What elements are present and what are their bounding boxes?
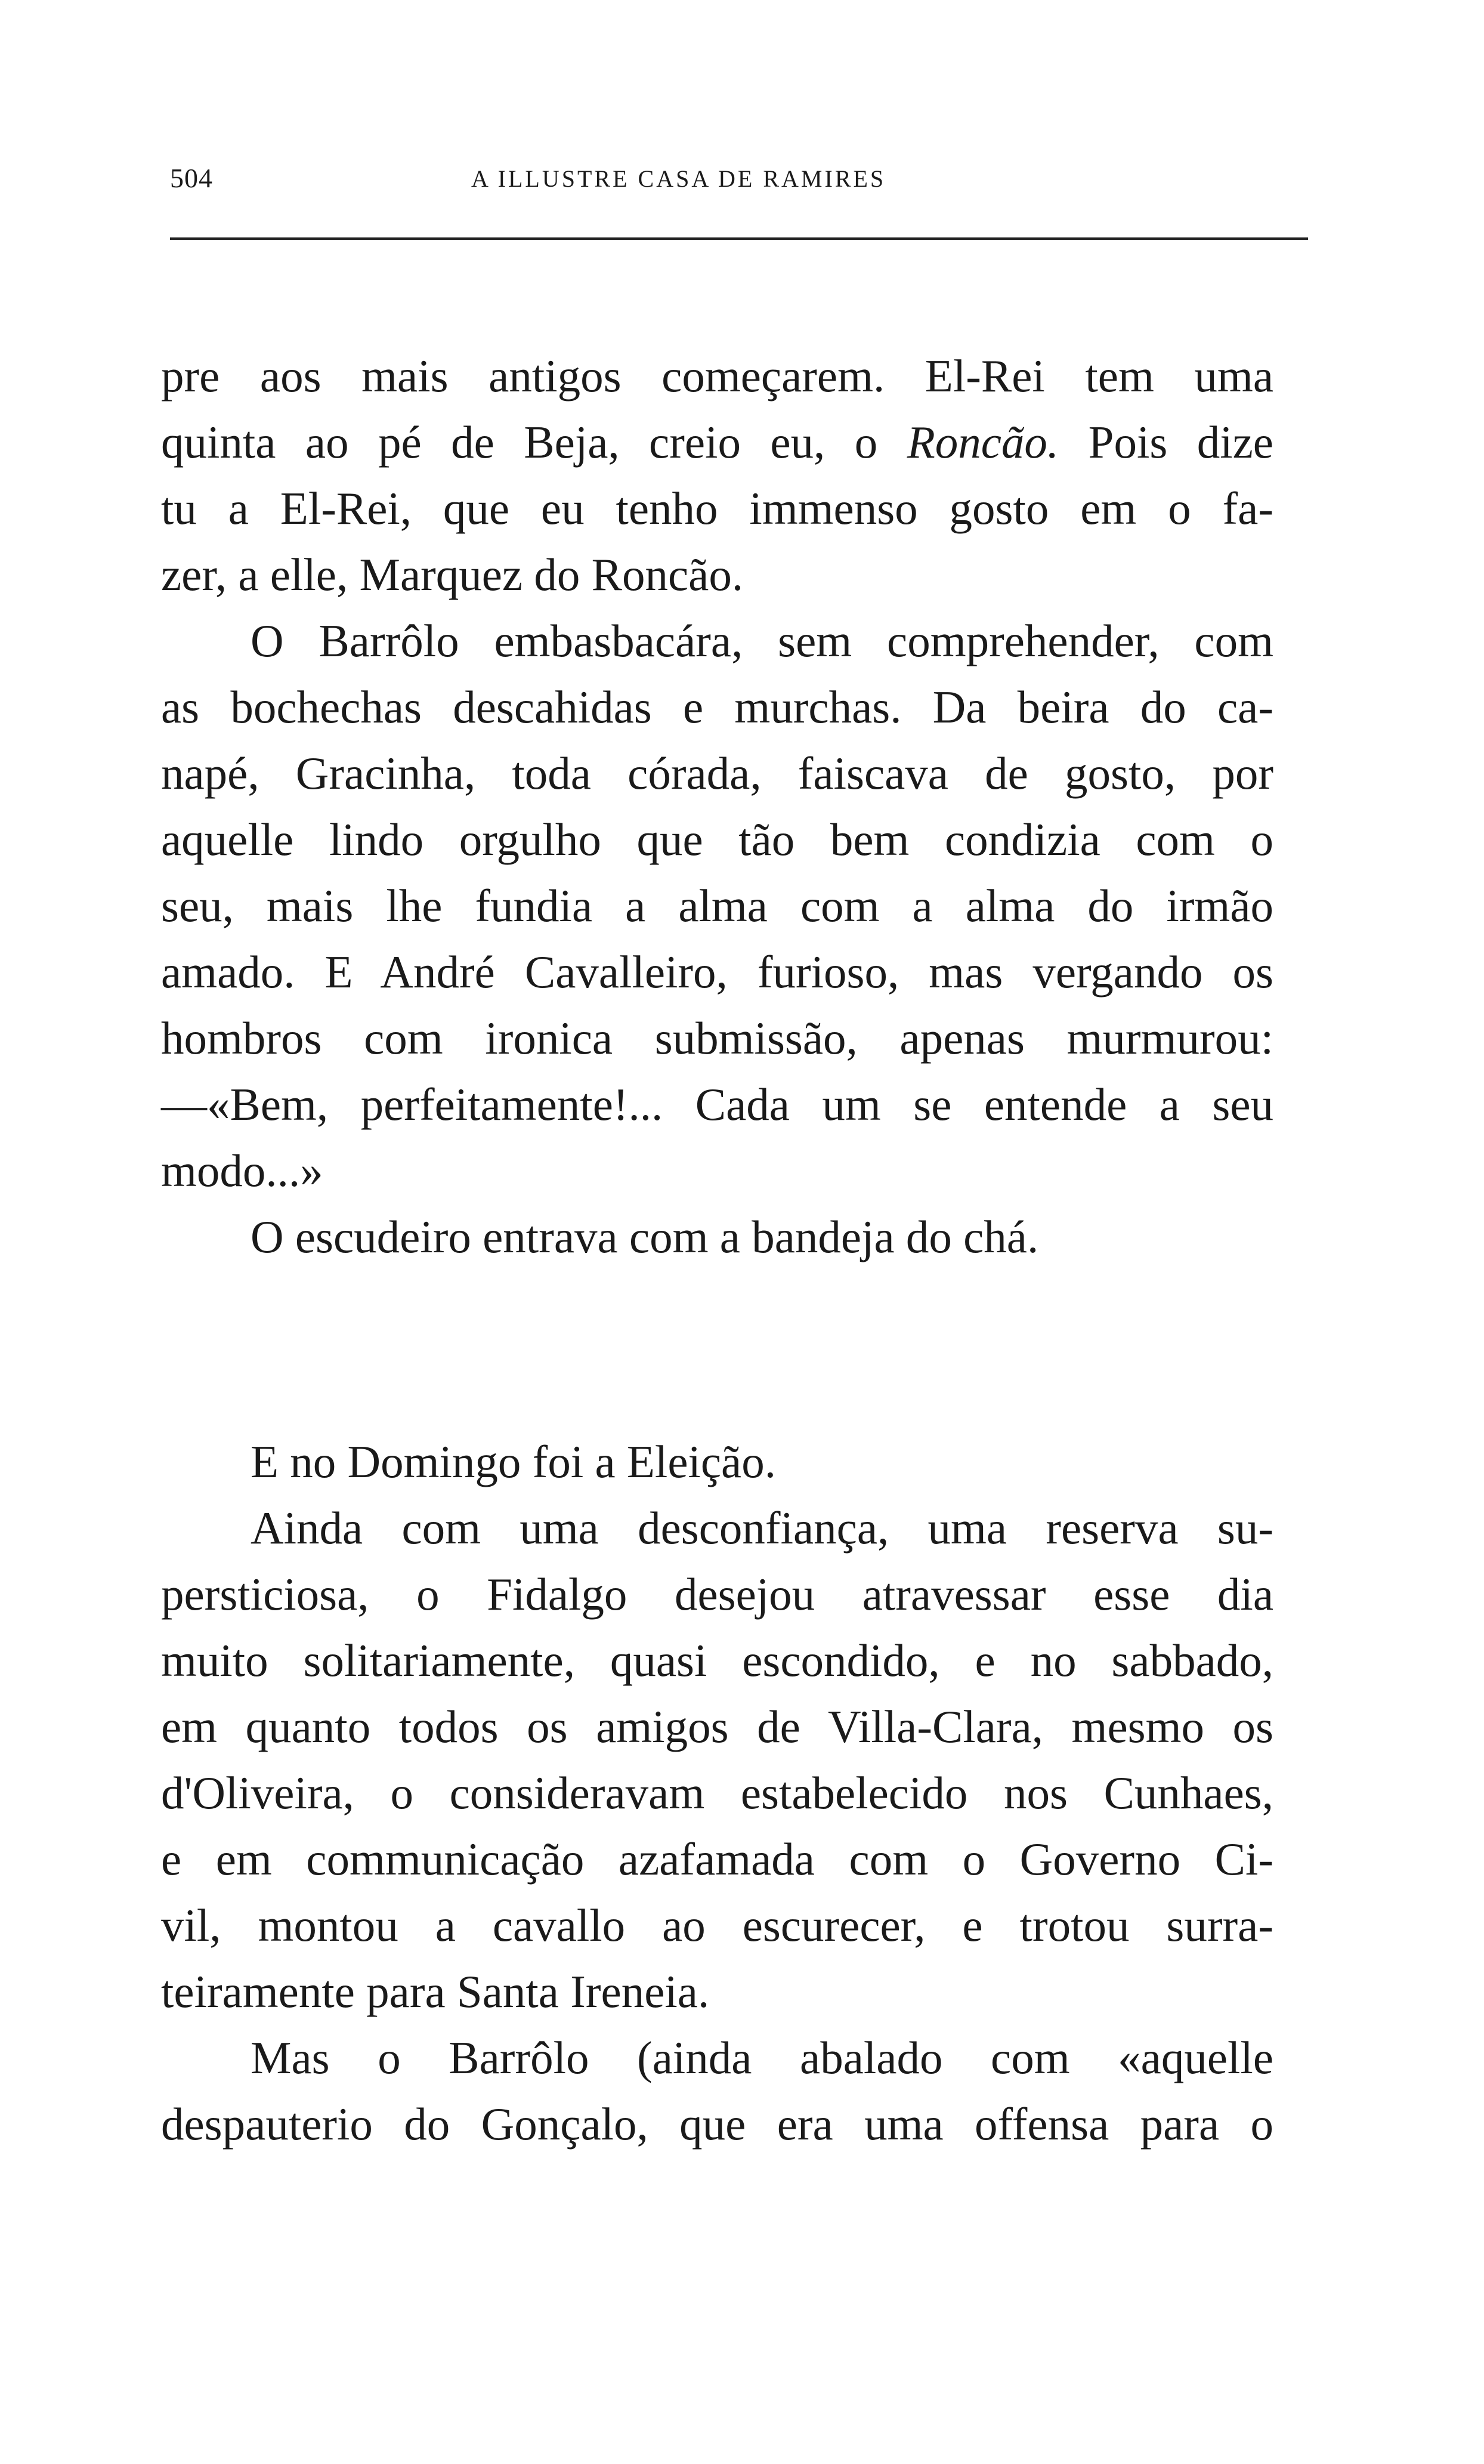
text-line: pre aos mais antigos começarem. El-Rei tem uma <box>161 350 1273 402</box>
text-line: d'Oliveira, o consideravam estabelecido nos Cunhaes, <box>161 1767 1273 1818</box>
text-line-part: quinta ao pé de Beja, creio eu, o <box>161 416 907 468</box>
text-block-1 <box>161 343 1273 1270</box>
text-line: amado. E André Cavalleiro, furioso, mas vergando os <box>161 946 1273 998</box>
text-block-2 <box>161 1429 1273 2157</box>
text-line <box>161 409 1273 475</box>
text-line: teiramente para Santa Ireneia. <box>161 1966 710 2017</box>
text-line: zer, a elle, Marquez do Roncão. <box>161 549 744 600</box>
text-line: O Barrôlo embasbacára, sem comprehender, com <box>251 615 1273 666</box>
text-line: modo...» <box>161 1145 323 1196</box>
text-line: muito solitariamente, quasi escondido, e no sabbado, <box>161 1635 1273 1686</box>
text-line: seu, mais lhe fundia a alma com a alma do irmão <box>161 880 1273 931</box>
text-line: despauterio do Gonçalo, que era uma offensa para o <box>161 2098 1273 2150</box>
text-line: —«Bem, perfeitamente!... Cada um se entende a seu <box>161 1079 1273 1130</box>
text-line: O escudeiro entrava com a bandeja do chá. <box>251 1211 1039 1262</box>
page-number: 504 <box>170 163 213 193</box>
text-line-part: Pois dize <box>1059 416 1273 468</box>
text-line: hombros com ironica submissão, apenas murmurou: <box>161 1012 1273 1064</box>
text-line: Ainda com uma desconfiança, uma reserva su- <box>251 1502 1273 1554</box>
running-title: A ILLUSTRE CASA DE RAMIRES <box>471 165 886 192</box>
text-line: persticiosa, o Fidalgo desejou atravessar esse dia <box>161 1568 1273 1620</box>
text-line: Mas o Barrôlo (ainda abalado com «aquelle <box>251 2032 1273 2083</box>
header-rule <box>170 237 1308 240</box>
text-line: napé, Gracinha, toda córada, faiscava de gosto, por <box>161 748 1273 799</box>
text-line: aquelle lindo orgulho que tão bem condizia com o <box>161 814 1273 865</box>
text-line: tu a El-Rei, que eu tenho immenso gosto em o fa- <box>161 483 1273 534</box>
text-line: as bochechas descahidas e murchas. Da beira do ca- <box>161 681 1273 733</box>
text-line: e em communicação azafamada com o Governo Ci- <box>161 1833 1273 1885</box>
italic-word: Roncão. <box>907 416 1059 468</box>
page-header <box>170 162 1303 198</box>
text-line: em quanto todos os amigos de Villa-Clara, mesmo os <box>161 1701 1273 1752</box>
text-line: E no Domingo foi a Eleição. <box>251 1436 776 1487</box>
text-line: vil, montou a cavallo ao escurecer, e trotou surra- <box>161 1900 1273 1951</box>
